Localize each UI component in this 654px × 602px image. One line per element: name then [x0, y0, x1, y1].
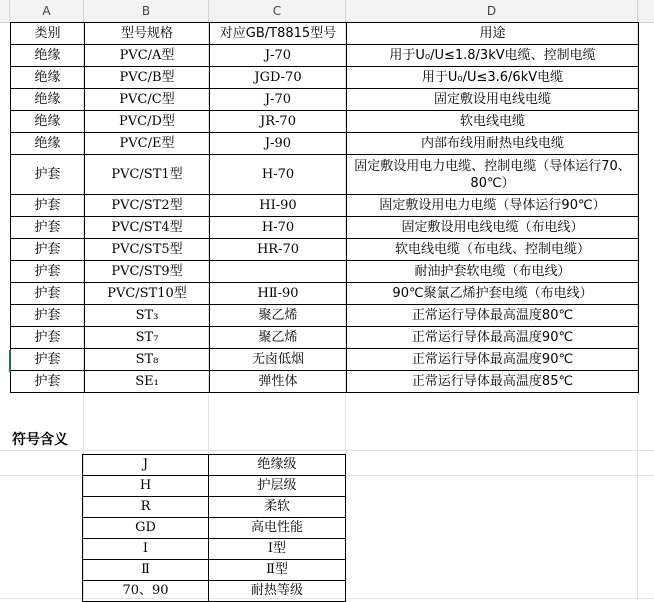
cell-category[interactable]: 护套 — [11, 371, 85, 393]
cell-category[interactable]: 护套 — [11, 239, 85, 261]
cell-gb-model[interactable]: J-90 — [210, 133, 347, 155]
cell-category[interactable]: 护套 — [11, 217, 85, 239]
table-row — [11, 305, 639, 327]
legend-symbol[interactable]: R — [83, 497, 209, 518]
header-cell-model[interactable]: 型号规格 — [85, 23, 210, 45]
cell-category[interactable]: 护套 — [11, 283, 85, 305]
cell-model[interactable]: PVC/C型 — [85, 89, 210, 111]
column-header-c[interactable]: C — [209, 0, 346, 22]
cell-model[interactable]: PVC/ST9型 — [85, 261, 210, 283]
cell-usage[interactable]: 固定敷设用电线电缆（布电线） — [347, 217, 639, 239]
cell-model[interactable]: PVC/ST5型 — [85, 239, 210, 261]
cell-usage[interactable]: 固定敷设用电力电缆、控制电缆（导体运行70、80℃） — [347, 155, 639, 195]
cell-gb-model[interactable]: 弹性体 — [210, 371, 347, 393]
cell-model[interactable]: PVC/B型 — [85, 67, 210, 89]
cell-usage[interactable]: 耐油护套软电缆（布电线） — [347, 261, 639, 283]
legend-row — [83, 455, 346, 476]
cell-usage[interactable]: 正常运行导体最高温度90℃ — [347, 349, 639, 371]
column-header-e[interactable] — [638, 0, 654, 22]
legend-symbol[interactable]: H — [83, 476, 209, 497]
cell-category[interactable]: 护套 — [11, 195, 85, 217]
cell-model[interactable]: SE₁ — [85, 371, 210, 393]
column-header-b[interactable]: B — [84, 0, 209, 22]
header-cell-usage[interactable]: 用途 — [347, 23, 639, 45]
cell-model[interactable]: ST₃ — [85, 305, 210, 327]
legend-meaning[interactable]: 护层级 — [209, 476, 346, 497]
cell-usage[interactable]: 用于U₀/U≤1.8/3kV电缆、控制电缆 — [347, 45, 639, 67]
legend-title[interactable]: 符号含义 — [12, 432, 68, 448]
header-cell-gb-model[interactable]: 对应GB/T8815型号 — [210, 23, 347, 45]
cell-gb-model[interactable]: 聚乙烯 — [210, 327, 347, 349]
cell-gb-model[interactable]: HI-90 — [210, 195, 347, 217]
legend-symbol[interactable]: GD — [83, 518, 209, 539]
cell-usage[interactable]: 内部布线用耐热电线电缆 — [347, 133, 639, 155]
table-row — [11, 239, 639, 261]
table-row — [11, 45, 639, 67]
column-header-a[interactable]: A — [10, 0, 84, 22]
cell-gb-model[interactable]: 聚乙烯 — [210, 305, 347, 327]
cell-category[interactable]: 绝缘 — [11, 67, 85, 89]
cell-gb-model[interactable]: JGD-70 — [210, 67, 347, 89]
cell-model[interactable]: PVC/ST4型 — [85, 217, 210, 239]
legend-meaning[interactable]: Ⅰ型 — [209, 539, 346, 560]
cell-gb-model[interactable]: HR-70 — [210, 239, 347, 261]
table-row — [11, 67, 639, 89]
legend-meaning[interactable]: 绝缘级 — [209, 455, 346, 476]
cell-category[interactable]: 绝缘 — [11, 45, 85, 67]
cell-category[interactable]: 护套 — [11, 305, 85, 327]
table-row — [11, 155, 639, 195]
cell-category[interactable]: 护套 — [11, 155, 85, 195]
cell-model[interactable]: PVC/D型 — [85, 111, 210, 133]
cell-model[interactable]: ST₇ — [85, 327, 210, 349]
table-row — [11, 349, 639, 371]
cell-category[interactable]: 护套 — [11, 349, 85, 371]
symbol-legend-table — [82, 454, 346, 602]
legend-row — [83, 581, 346, 602]
cell-gb-model[interactable]: 无卤低烟 — [210, 349, 347, 371]
table-row — [11, 283, 639, 305]
cell-usage[interactable]: 用于U₀/U≤3.6/6kV电缆 — [347, 67, 639, 89]
cell-model[interactable]: PVC/E型 — [85, 133, 210, 155]
column-header-bar — [0, 0, 654, 23]
cell-category[interactable]: 绝缘 — [11, 89, 85, 111]
cell-model[interactable]: PVC/A型 — [85, 45, 210, 67]
cable-spec-table — [10, 22, 639, 393]
cell-gb-model[interactable]: HⅡ-90 — [210, 283, 347, 305]
cell-gb-model[interactable]: J-70 — [210, 89, 347, 111]
legend-meaning[interactable]: 耐热等级 — [209, 581, 346, 602]
cell-gb-model[interactable] — [210, 261, 347, 283]
cell-category[interactable]: 护套 — [11, 327, 85, 349]
table-row — [11, 371, 639, 393]
legend-symbol[interactable]: Ⅱ — [83, 560, 209, 581]
legend-row — [83, 560, 346, 581]
cell-gb-model[interactable]: J-70 — [210, 45, 347, 67]
cell-category[interactable]: 绝缘 — [11, 111, 85, 133]
cell-usage[interactable]: 90℃聚氯乙烯护套电缆（布电线） — [347, 283, 639, 305]
column-header-d[interactable]: D — [346, 0, 638, 22]
legend-symbol[interactable]: J — [83, 455, 209, 476]
cell-model[interactable]: ST₈ — [85, 349, 210, 371]
cell-gb-model[interactable]: H-70 — [210, 217, 347, 239]
cell-model[interactable]: PVC/ST10型 — [85, 283, 210, 305]
table-row — [11, 111, 639, 133]
legend-row — [83, 518, 346, 539]
legend-meaning[interactable]: 柔软 — [209, 497, 346, 518]
header-cell-category[interactable]: 类别 — [11, 23, 85, 45]
cell-gb-model[interactable]: H-70 — [210, 155, 347, 195]
legend-symbol[interactable]: I — [83, 539, 209, 560]
active-cell-indicator — [9, 350, 11, 372]
legend-meaning[interactable]: Ⅱ型 — [209, 560, 346, 581]
cell-usage[interactable]: 固定敷设用电力电缆（导体运行90℃） — [347, 195, 639, 217]
cell-category[interactable]: 护套 — [11, 261, 85, 283]
legend-row — [83, 497, 346, 518]
legend-meaning[interactable]: 高电性能 — [209, 518, 346, 539]
legend-row — [83, 476, 346, 497]
table-row — [11, 217, 639, 239]
corner-select-all[interactable] — [0, 0, 10, 22]
table-row — [11, 89, 639, 111]
cell-usage[interactable]: 软电线电缆 — [347, 111, 639, 133]
legend-symbol[interactable]: 70、90 — [83, 581, 209, 602]
table-header-row — [11, 23, 639, 45]
cell-usage[interactable]: 正常运行导体最高温度80℃ — [347, 305, 639, 327]
cell-model[interactable]: PVC/ST2型 — [85, 195, 210, 217]
spreadsheet-grid[interactable] — [0, 22, 654, 600]
cell-gb-model[interactable]: JR-70 — [210, 111, 347, 133]
table-row — [11, 327, 639, 349]
legend-row — [83, 539, 346, 560]
cell-usage[interactable]: 正常运行导体最高温度90℃ — [347, 327, 639, 349]
cell-model[interactable]: PVC/ST1型 — [85, 155, 210, 195]
table-row — [11, 195, 639, 217]
cell-usage[interactable]: 正常运行导体最高温度85℃ — [347, 371, 639, 393]
cell-usage[interactable]: 固定敷设用电线电缆 — [347, 89, 639, 111]
table-row — [11, 261, 639, 283]
table-row — [11, 133, 639, 155]
cell-category[interactable]: 绝缘 — [11, 133, 85, 155]
cell-usage[interactable]: 软电线电缆（布电线、控制电缆） — [347, 239, 639, 261]
